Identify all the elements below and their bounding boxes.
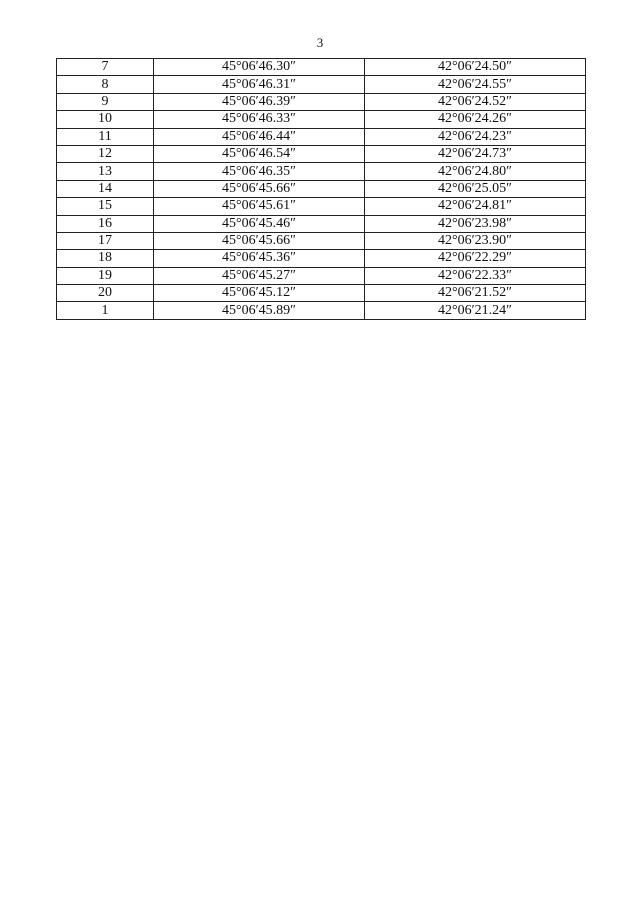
table-row bbox=[57, 59, 586, 76]
longitude-cell: 42°06′24.26″ bbox=[365, 111, 586, 128]
page-number: 3 bbox=[316, 35, 324, 50]
longitude-cell: 42°06′24.23″ bbox=[365, 128, 586, 145]
latitude-cell: 45°06′45.12″ bbox=[154, 285, 365, 302]
point-number-cell: 9 bbox=[57, 93, 154, 110]
point-number-cell: 11 bbox=[57, 128, 154, 145]
longitude-cell: 42°06′23.98″ bbox=[365, 215, 586, 232]
latitude-cell: 45°06′46.39″ bbox=[154, 93, 365, 110]
table-row bbox=[57, 215, 586, 232]
point-number-cell: 18 bbox=[57, 250, 154, 267]
latitude-cell: 45°06′45.89″ bbox=[154, 302, 365, 319]
longitude-cell: 42°06′22.29″ bbox=[365, 250, 586, 267]
longitude-cell: 42°06′24.52″ bbox=[365, 93, 586, 110]
table-row bbox=[57, 232, 586, 249]
longitude-cell: 42°06′24.50″ bbox=[365, 59, 586, 76]
latitude-cell: 45°06′45.46″ bbox=[154, 215, 365, 232]
longitude-cell: 42°06′25.05″ bbox=[365, 180, 586, 197]
point-number-cell: 14 bbox=[57, 180, 154, 197]
latitude-cell: 45°06′45.61″ bbox=[154, 198, 365, 215]
longitude-cell: 42°06′21.52″ bbox=[365, 285, 586, 302]
latitude-cell: 45°06′45.36″ bbox=[154, 250, 365, 267]
longitude-cell: 42°06′23.90″ bbox=[365, 232, 586, 249]
latitude-cell: 45°06′46.30″ bbox=[154, 59, 365, 76]
longitude-cell: 42°06′21.24″ bbox=[365, 302, 586, 319]
point-number-cell: 12 bbox=[57, 145, 154, 162]
table-row bbox=[57, 267, 586, 284]
coordinates-table bbox=[56, 58, 586, 320]
table-row bbox=[57, 111, 586, 128]
table-row bbox=[57, 163, 586, 180]
table-row bbox=[57, 285, 586, 302]
table-row bbox=[57, 76, 586, 93]
point-number-cell: 19 bbox=[57, 267, 154, 284]
longitude-cell: 42°06′22.33″ bbox=[365, 267, 586, 284]
point-number-cell: 8 bbox=[57, 76, 154, 93]
latitude-cell: 45°06′45.27″ bbox=[154, 267, 365, 284]
latitude-cell: 45°06′46.54″ bbox=[154, 145, 365, 162]
latitude-cell: 45°06′45.66″ bbox=[154, 232, 365, 249]
longitude-cell: 42°06′24.80″ bbox=[365, 163, 586, 180]
table-row bbox=[57, 145, 586, 162]
table-row bbox=[57, 302, 586, 319]
point-number-cell: 13 bbox=[57, 163, 154, 180]
table-row bbox=[57, 250, 586, 267]
point-number-cell: 7 bbox=[57, 59, 154, 76]
table-row bbox=[57, 180, 586, 197]
longitude-cell: 42°06′24.73″ bbox=[365, 145, 586, 162]
latitude-cell: 45°06′45.66″ bbox=[154, 180, 365, 197]
point-number-cell: 15 bbox=[57, 198, 154, 215]
point-number-cell: 10 bbox=[57, 111, 154, 128]
longitude-cell: 42°06′24.81″ bbox=[365, 198, 586, 215]
table-row bbox=[57, 198, 586, 215]
latitude-cell: 45°06′46.33″ bbox=[154, 111, 365, 128]
table-row bbox=[57, 128, 586, 145]
latitude-cell: 45°06′46.31″ bbox=[154, 76, 365, 93]
point-number-cell: 1 bbox=[57, 302, 154, 319]
table-row bbox=[57, 93, 586, 110]
point-number-cell: 16 bbox=[57, 215, 154, 232]
point-number-cell: 20 bbox=[57, 285, 154, 302]
longitude-cell: 42°06′24.55″ bbox=[365, 76, 586, 93]
latitude-cell: 45°06′46.44″ bbox=[154, 128, 365, 145]
latitude-cell: 45°06′46.35″ bbox=[154, 163, 365, 180]
point-number-cell: 17 bbox=[57, 232, 154, 249]
